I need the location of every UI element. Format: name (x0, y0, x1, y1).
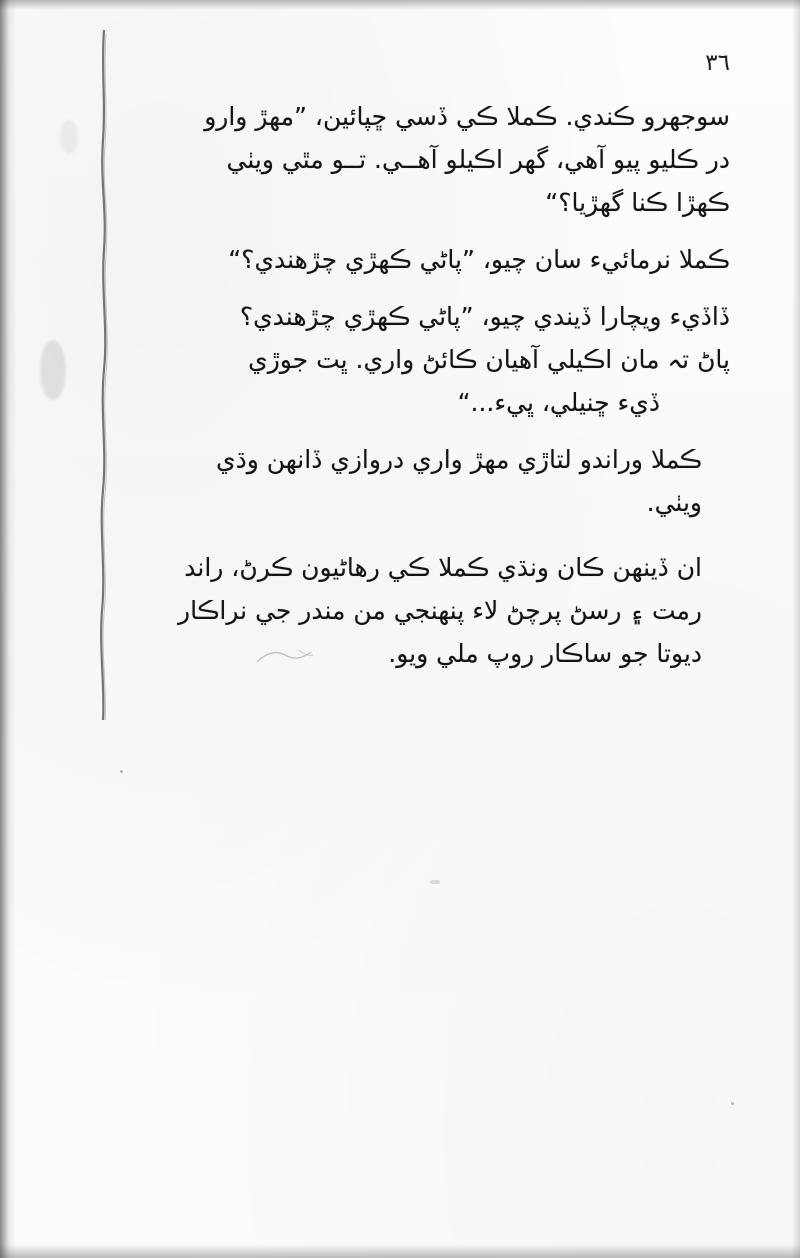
text-line: در ڪليو پيو آهي، گهر اڪيلو آهــي. تــو مٿي ويٺي (226, 145, 730, 174)
paragraph (70, 95, 730, 224)
text-line: رمت ۽ رسڻ پرچڻ لاء پنهنجي من مندر جي نراڪار (178, 596, 702, 625)
stray-speck (120, 770, 123, 773)
body-text (70, 95, 730, 689)
paragraph (70, 546, 730, 675)
text-line: سوجهرو ڪندي. ڪملا ڪي ڏسي ڇپائين، ”مهڙ وارو (204, 102, 730, 131)
page-edge-top (0, 0, 800, 10)
stray-speck (430, 880, 440, 884)
ink-smudge (40, 340, 66, 400)
text-line: ويٺي. (646, 488, 702, 517)
stray-speck (731, 1102, 734, 1105)
page-edge-left (0, 0, 16, 1258)
text-line: ڪهڙا ڪنا گهڙيا؟“ (545, 188, 730, 217)
text-line: ان ڏينهن ڪان ونڌي ڪملا ڪي رهاڻيون ڪرڻ، راند (184, 553, 702, 582)
text-line: ڏاڏيء ويچارا ڏيندي چيو، ”پاڻي ڪهڙي چڙهندي؟ (239, 302, 730, 331)
text-line: پاڻ تہ مان اڪيلي آهيان ڪائڻ واري. ڀت جوڙي (248, 345, 730, 374)
paragraph (70, 295, 730, 424)
page-edge-bottom (0, 1244, 800, 1258)
paragraph (70, 238, 730, 281)
text-line: ڪملا وراندو لتاڙي مهڙ واري دروازي ڏانهن وڌي (216, 445, 702, 474)
text-line: ڪملا نرمائيء سان چيو، ”پاڻي ڪهڙي چڙهندي؟“ (228, 245, 730, 274)
pencil-stroke (255, 648, 315, 666)
text-line: ديوتا جو ساڪار روپ ملي ويو. (388, 639, 702, 668)
paragraph (70, 438, 730, 524)
text-line: ڏيء ڇنيلي، ڀيء...“ (457, 388, 660, 417)
page-number: ٣٦ (705, 50, 730, 76)
page-edge-right (792, 0, 800, 1258)
